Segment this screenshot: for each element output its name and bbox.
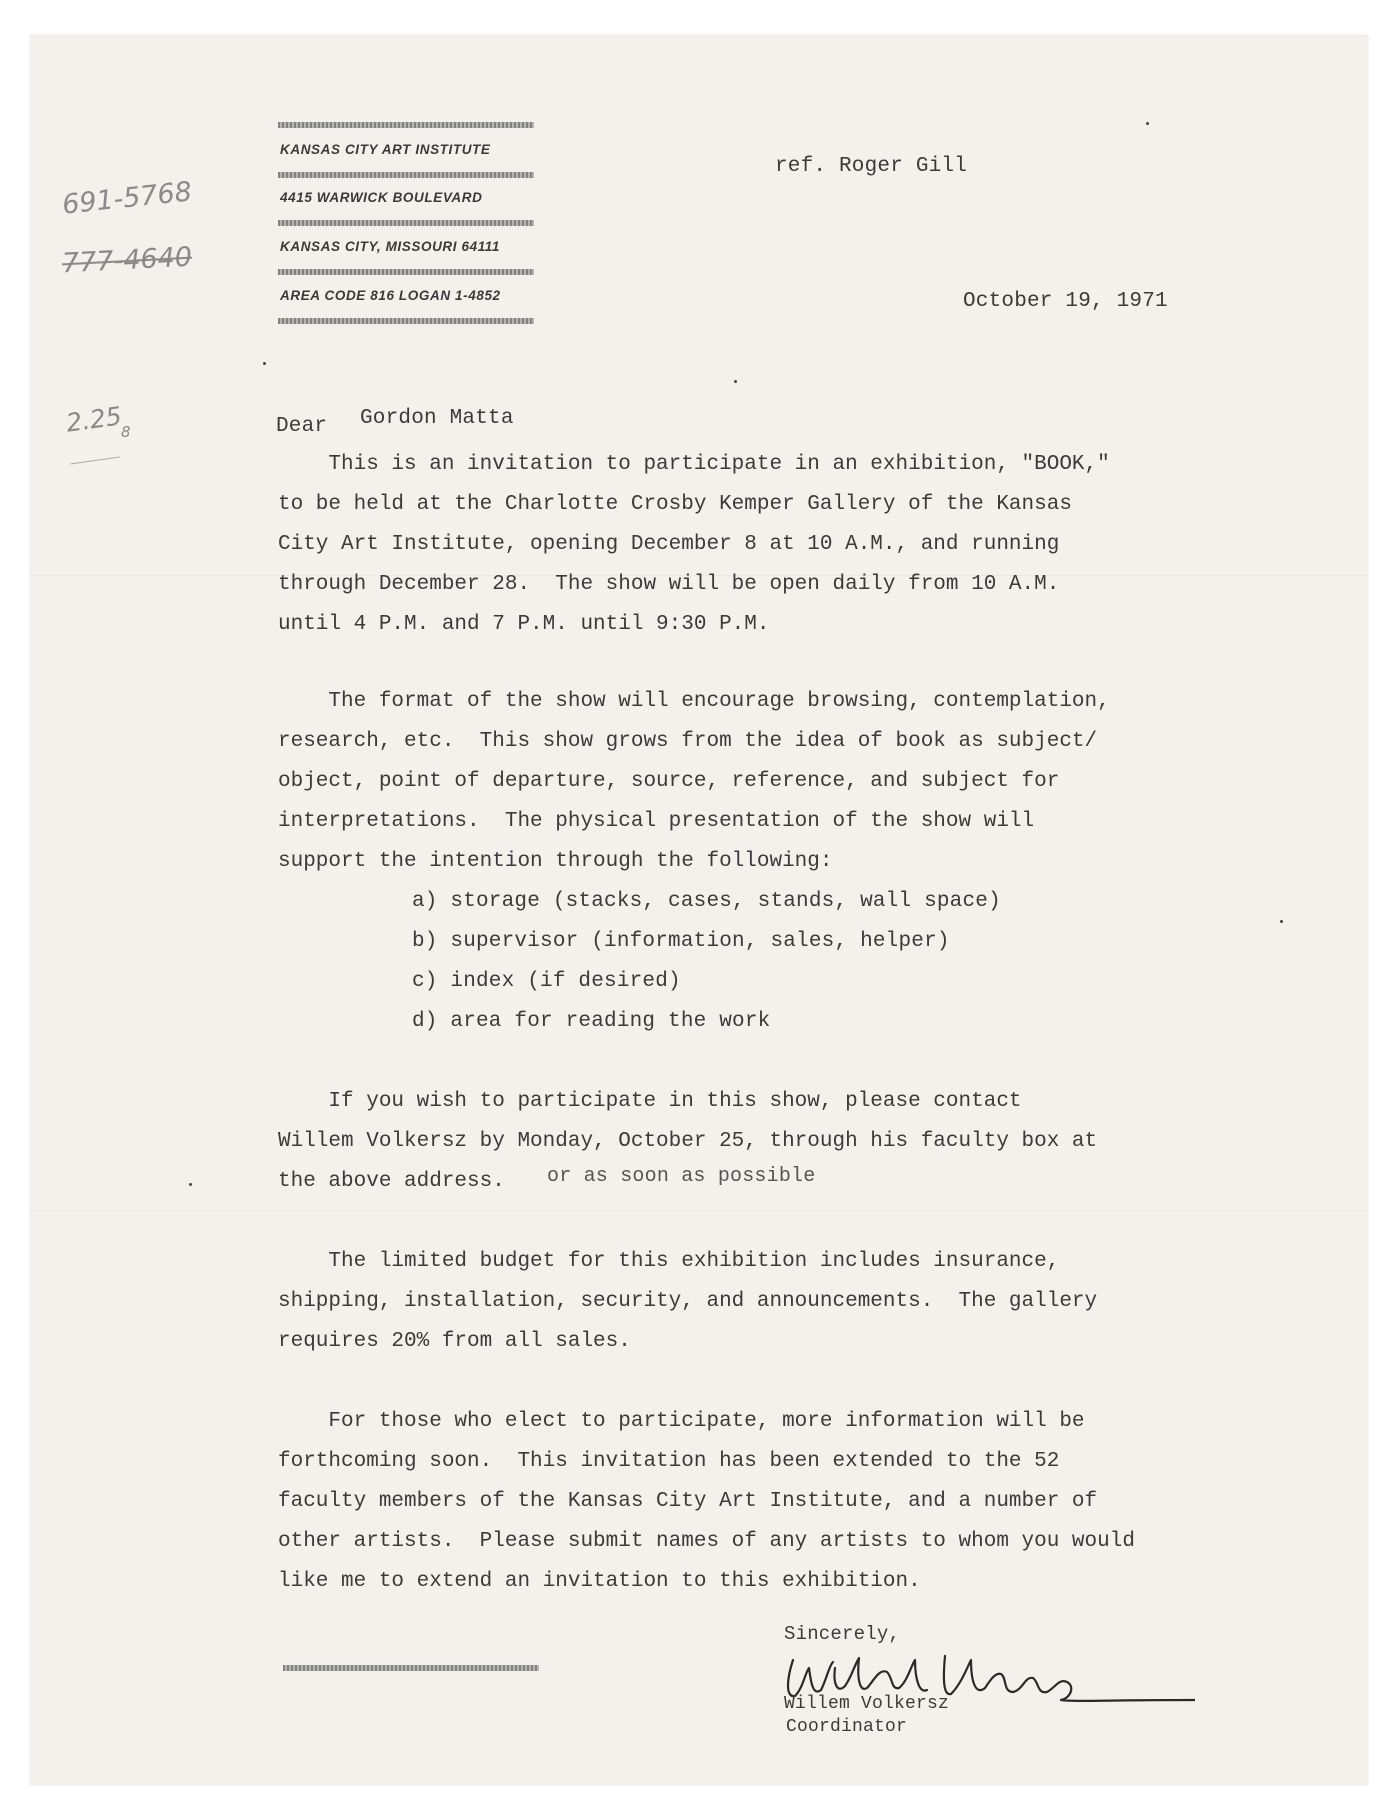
paragraph-line: forthcoming soon. This invitation has been extended to the 52	[278, 1450, 1060, 1473]
paper-speck	[263, 362, 266, 365]
handwritten-crossed-phone-number: 777-4640	[61, 241, 193, 280]
letterhead-rule	[278, 122, 534, 128]
letterhead-city: KANSAS CITY, MISSOURI 64111	[280, 239, 501, 254]
paragraph-line: other artists. Please submit names of any artists to whom you would	[278, 1530, 1135, 1553]
paper-speck	[1146, 122, 1149, 125]
handwritten-price-fraction: 8	[121, 423, 131, 441]
footer-rule	[283, 1665, 539, 1671]
paper-speck	[734, 380, 737, 383]
paragraph-line: The limited budget for this exhibition includes insurance,	[278, 1250, 1060, 1273]
paragraph-line: The format of the show will encourage browsing, contemplation,	[278, 690, 1110, 713]
paragraph-line: If you wish to participate in this show, please contact	[278, 1090, 1022, 1113]
recipient-name: Gordon Matta	[360, 407, 514, 430]
paper-fold-line	[30, 1210, 1368, 1211]
handwritten-phone-number: 691-5768	[60, 176, 194, 221]
letterhead-institution: KANSAS CITY ART INSTITUTE	[280, 142, 491, 157]
list-item: d) area for reading the work	[412, 1010, 771, 1033]
paragraph-line: object, point of departure, source, reference, and subject for	[278, 770, 1060, 793]
paragraph-line: shipping, installation, security, and announcements. The gallery	[278, 1290, 1098, 1313]
paragraph-line: City Art Institute, opening December 8 at 10 A.M., and running	[278, 533, 1060, 556]
paragraph-line: through December 28. The show will be open daily from 10 A.M.	[278, 573, 1060, 596]
handwritten-price: 2.25	[64, 401, 124, 438]
closing-sincerely: Sincerely,	[784, 1623, 901, 1645]
paragraph-line: support the intention through the following:	[278, 850, 833, 873]
list-item: a) storage (stacks, cases, stands, wall space)	[412, 890, 1001, 913]
paragraph-line: Willem Volkersz by Monday, October 25, through his faculty box at	[278, 1130, 1098, 1153]
letterhead-rule	[278, 220, 534, 226]
salutation-dear: Dear	[276, 415, 328, 438]
paragraph-line: research, etc. This show grows from the idea of book as subject/	[278, 730, 1098, 753]
paragraph-line: faculty members of the Kansas City Art Institute, and a number of	[278, 1490, 1098, 1513]
letterhead-phone: AREA CODE 816 LOGAN 1-4852	[280, 288, 501, 303]
paragraph-line: to be held at the Charlotte Crosby Kemper Gallery of the Kansas	[278, 493, 1072, 516]
reference-line: ref. Roger Gill	[775, 155, 968, 178]
paragraph-line: the above address.	[278, 1170, 505, 1193]
signatory-title: Coordinator	[786, 1717, 908, 1737]
letterhead-rule	[278, 172, 534, 178]
paragraph-line: requires 20% from all sales.	[278, 1330, 631, 1353]
paper-speck	[1280, 920, 1283, 923]
list-item: c) index (if desired)	[412, 970, 681, 993]
paragraph-line: For those who elect to participate, more information will be	[278, 1410, 1085, 1433]
paragraph-line: This is an invitation to participate in an exhibition, "BOOK,"	[278, 453, 1110, 476]
letterhead-rule	[278, 269, 534, 275]
list-item: b) supervisor (information, sales, helper)	[412, 930, 950, 953]
paper-speck	[189, 1183, 192, 1186]
paragraph-line: until 4 P.M. and 7 P.M. until 9:30 P.M.	[278, 613, 770, 636]
letter-date: October 19, 1971	[963, 290, 1168, 313]
typed-addendum: or as soon as possible	[547, 1165, 816, 1188]
signatory-name: Willem Volkersz	[784, 1694, 950, 1714]
paragraph-line: interpretations. The physical presentation of the show will	[278, 810, 1035, 833]
paragraph-line: like me to extend an invitation to this exhibition.	[278, 1570, 921, 1593]
letterhead-rule	[278, 318, 534, 324]
letterhead-street: 4415 WARWICK BOULEVARD	[280, 190, 483, 205]
